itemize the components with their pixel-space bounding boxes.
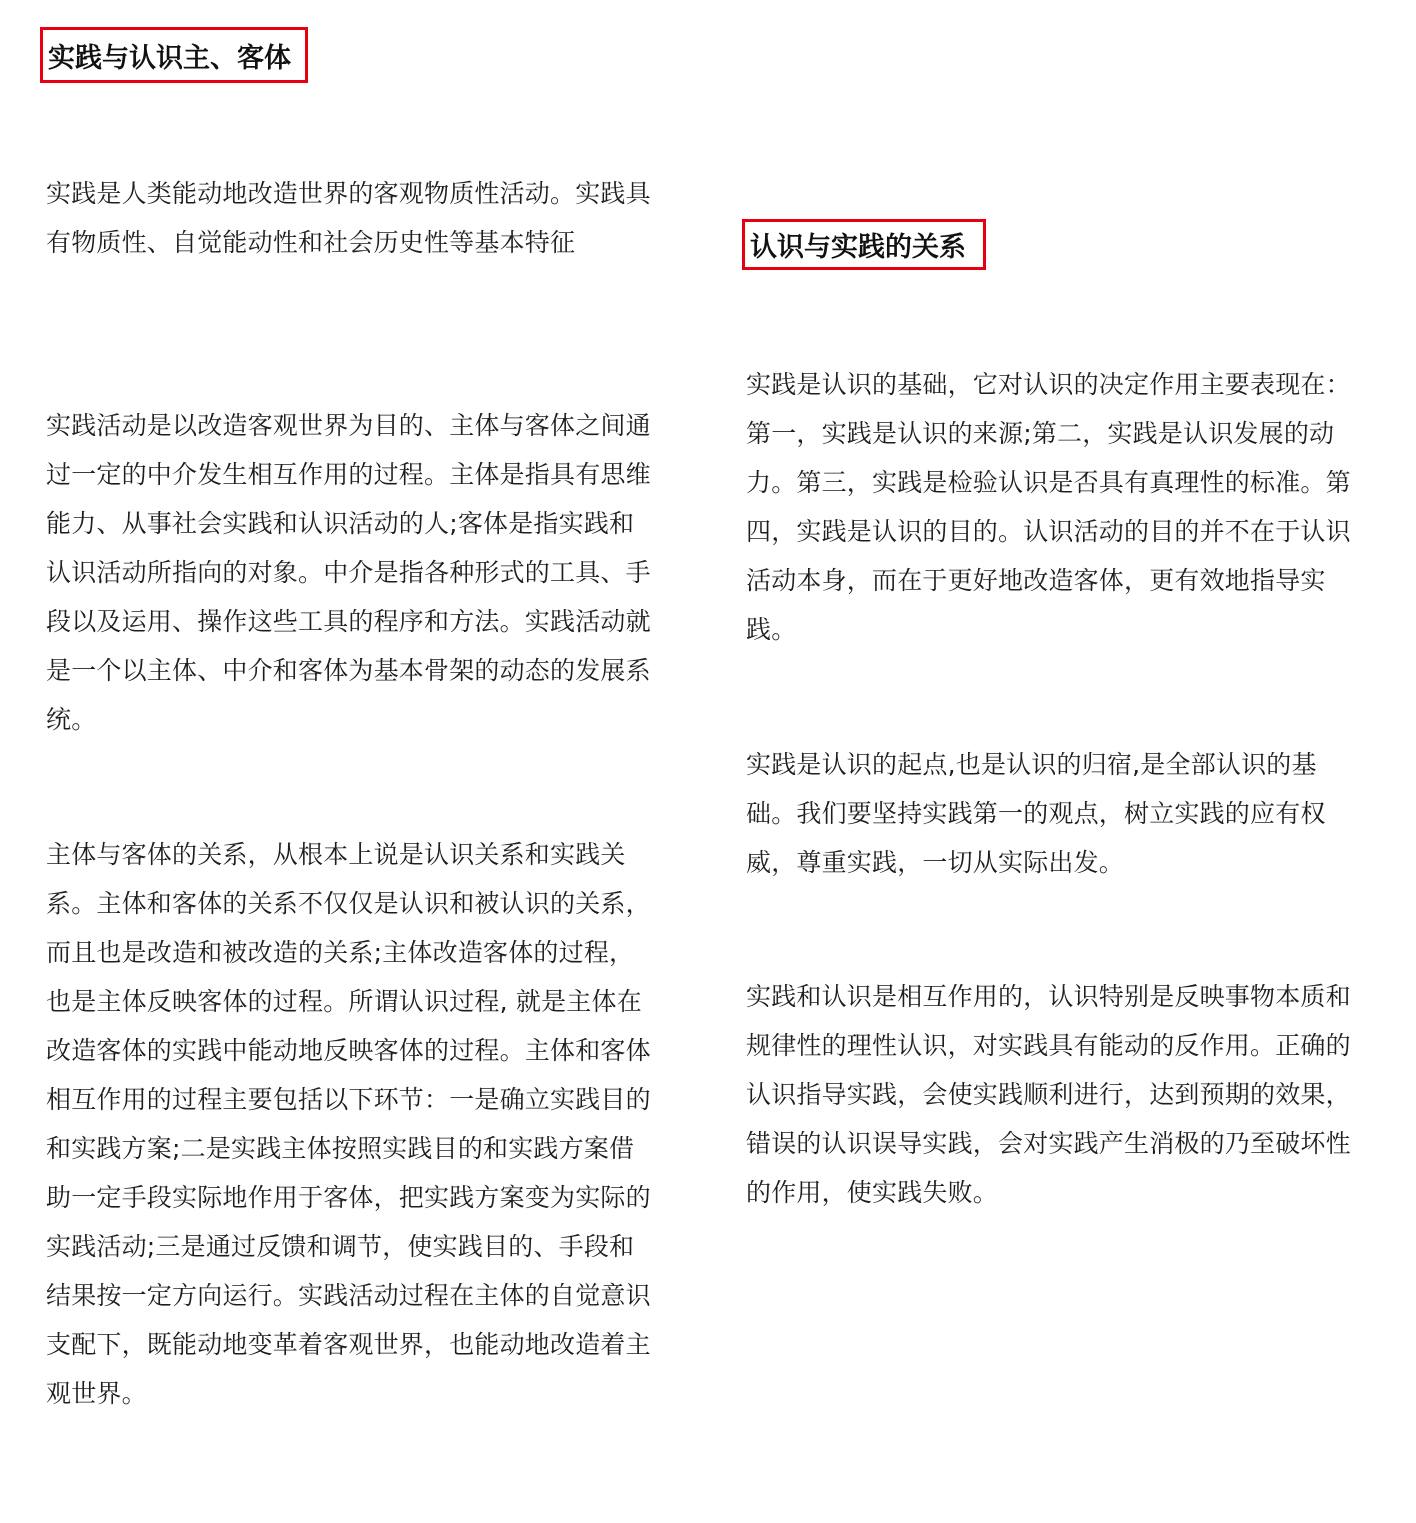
paragraph-cognition-reacts-on-practice: 实践和认识是相互作用的，认识特别是反映事物本质和规律性的理性认识，对实践具有能动的反作用。正确的认识指导实践，会使实践顺利进行，达到预期的效果，错误的认识误导实践，会对实践产生消极的乃至破坏性的作用，使实践失败。 <box>746 982 1351 1207</box>
paragraph-practice-activity: 实践活动是以改造客观世界为目的、主体与客体之间通过一定的中介发生相互作用的过程。主体是指具有思维能力、从事社会实践和认识活动的人;客体是指实践和认识活动所指向的对象。中介是指各种形式的工具、手段以及运用、操作这些工具的程序和方法。实践活动就是一个以主体、中介和客体为基本骨架的动态的发展系统。 <box>46 411 651 734</box>
paragraph-practice-definition: 实践是人类能动地改造世界的客观物质性活动。实践具有物质性、自觉能动性和社会历史性等基本特征 <box>46 179 651 257</box>
paragraph-practice-basis-of-cognition: 实践是认识的基础，它对认识的决定作用主要表现在：第一，实践是认识的来源;第二，实践是认识发展的动力。第三，实践是检验认识是否具有真理性的标准。第四，实践是认识的目的。认识活动的目的并不在于认识活动本身，而在于更好地改造客体，更有效地指导实践。 <box>746 370 1351 644</box>
section-heading-practice-subject-object: 实践与认识主、客体 <box>40 27 308 83</box>
section-heading-cognition-practice-relation: 认识与实践的关系 <box>742 219 986 270</box>
paragraph-subject-object-relation: 主体与客体的关系，从根本上说是认识关系和实践关系。主体和客体的关系不仅仅是认识和被认识的关系，而且也是改造和被改造的关系;主体改造客体的过程，也是主体反映客体的过程。所谓认识过程, 就是主体在改造客体的实践中能动地反映客体的过程。主体和客体相互作用的过程主要包括以下环节：一是确立实践目的和实践方案;二是实践主体按照实践目的和实践方案借助一定手段实际地作用于客体，把实践方案变为实际的实践活动;三是通过反馈和调节，使实践目的、手段和结果按一定方向运行。实践活动过程在主体的自觉意识支配下，既能动地变革着客观世界，也能动地改造着主观世界。 <box>46 840 651 1408</box>
paragraph-practice-first: 实践是认识的起点,也是认识的归宿,是全部认识的基础。我们要坚持实践第一的观点，树立实践的应有权威，尊重实践，一切从实际出发。 <box>746 750 1326 877</box>
